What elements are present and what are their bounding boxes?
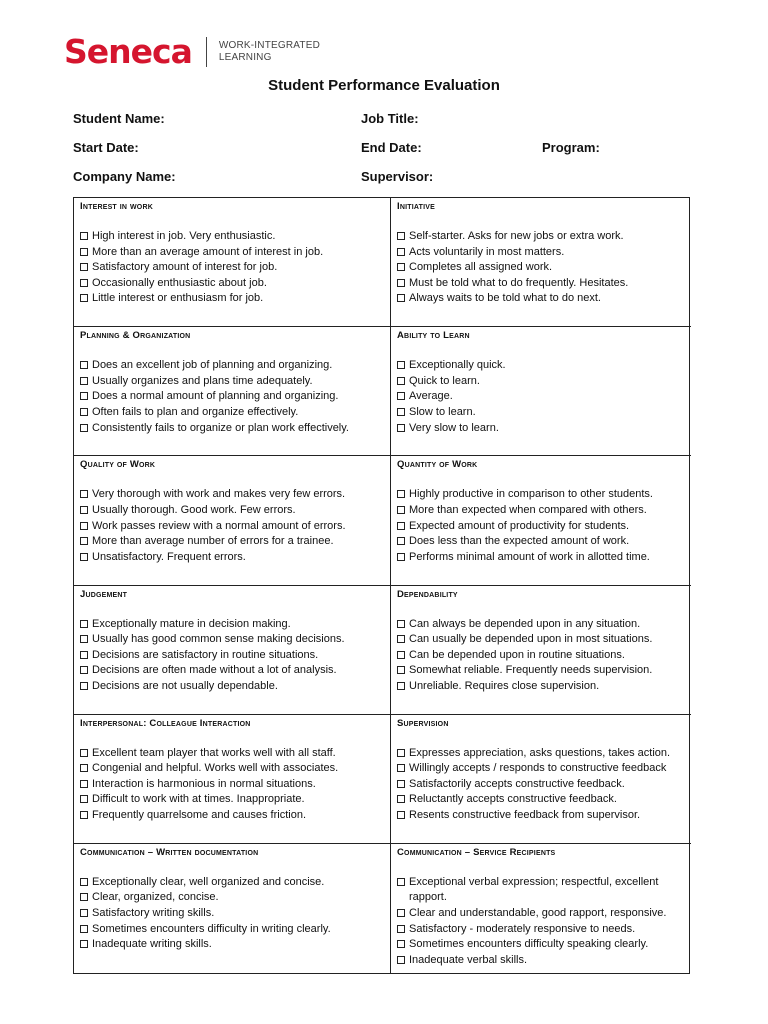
rating-option[interactable] [397,632,685,648]
checkbox-icon[interactable] [80,780,88,788]
checkbox-icon[interactable] [397,682,405,690]
checkbox-icon[interactable] [397,506,405,514]
option-label: Performs minimal amount of work in allotted time. [409,550,650,563]
rating-option[interactable] [80,906,384,922]
rating-option[interactable] [80,617,384,633]
checkbox-icon[interactable] [397,878,405,886]
option-label: Satisfactory - moderately responsive to needs. [409,922,636,935]
option-label: Congenial and helpful. Works well with associates. [92,762,339,775]
checkbox-icon[interactable] [80,635,88,643]
evaluation-section [74,327,391,456]
checkbox-icon[interactable] [80,279,88,287]
rating-option[interactable] [397,358,685,374]
option-label: Expresses appreciation, asks questions, takes action. [409,746,671,759]
checkbox-icon[interactable] [397,537,405,545]
evaluation-section [74,456,391,585]
checkbox-icon[interactable] [80,811,88,819]
option-label: Often fails to plan and organize effectively. [92,405,299,418]
checkbox-icon[interactable] [397,232,405,240]
rating-option[interactable] [397,617,685,633]
section-title: Quantity of Work [397,459,478,471]
checkbox-icon[interactable] [397,909,405,917]
option-label: Usually has good common sense making decisions. [92,633,345,646]
checkbox-icon[interactable] [80,651,88,659]
checkbox-icon[interactable] [397,248,405,256]
rating-option[interactable] [80,746,384,762]
rating-option[interactable] [80,358,384,374]
rating-option[interactable] [80,276,384,292]
rating-option[interactable] [80,922,384,938]
rating-option[interactable] [397,405,685,421]
checkbox-icon[interactable] [80,424,88,432]
rating-option[interactable] [397,276,685,292]
rating-option[interactable] [80,405,384,421]
rating-option[interactable] [397,229,685,245]
option-label: Frequently quarrelsome and causes friction. [92,809,306,822]
option-label: Exceptionally quick. [409,359,506,372]
checkbox-icon[interactable] [397,294,405,302]
checkbox-icon[interactable] [80,232,88,240]
rating-option[interactable] [397,421,685,437]
rating-option[interactable] [397,808,685,824]
checkbox-icon[interactable] [397,956,405,964]
option-label: Always waits to be told what to do next. [409,292,601,305]
evaluation-section [391,586,691,715]
checkbox-icon[interactable] [397,666,405,674]
program-label: Program: [542,140,600,155]
checkbox-icon[interactable] [80,408,88,416]
evaluation-section [74,715,391,844]
section-title: Judgement [80,588,128,600]
checkbox-icon[interactable] [80,682,88,690]
option-label: More than an average amount of interest in job. [92,245,324,258]
rating-option[interactable] [80,679,384,695]
option-label: Somewhat reliable. Frequently needs supervision. [409,664,653,677]
rating-option[interactable] [397,550,685,566]
option-label: Acts voluntarily in most matters. [409,245,565,258]
checkbox-icon[interactable] [397,651,405,659]
checkbox-icon[interactable] [397,553,405,561]
option-label: Completes all assigned work. [409,261,553,274]
option-label: Can usually be depended upon in most situations. [409,633,653,646]
option-label: Little interest or enthusiasm for job. [92,292,264,305]
rating-option[interactable] [80,229,384,245]
checkbox-icon[interactable] [397,764,405,772]
rating-option[interactable] [397,503,685,519]
checkbox-icon[interactable] [80,490,88,498]
evaluation-section [74,198,391,327]
checkbox-icon[interactable] [397,408,405,416]
checkbox-icon[interactable] [397,635,405,643]
option-label: Must be told what to do frequently. Hesitates. [409,276,629,289]
rating-option[interactable] [397,245,685,261]
option-label: More than expected when compared with others. [409,503,647,516]
rating-option[interactable] [397,922,685,938]
evaluation-section [391,327,691,456]
option-label: Clear, organized, concise. [92,891,219,904]
section-title: Supervision [397,717,449,729]
option-label: Difficult to work with at times. Inappropriate. [92,793,305,806]
option-label: Sometimes encounters difficulty speaking clearly. [409,938,649,951]
checkbox-icon[interactable] [397,749,405,757]
rating-option[interactable] [397,534,685,550]
evaluation-section [74,844,391,973]
rating-option[interactable] [80,421,384,437]
checkbox-icon[interactable] [80,294,88,302]
option-label: Decisions are not usually dependable. [92,679,278,692]
evaluation-section [391,198,691,327]
end-date-label: End Date: [361,140,422,155]
rating-option[interactable] [397,648,685,664]
rating-option[interactable] [397,761,685,777]
option-label: Unreliable. Requires close supervision. [409,679,600,692]
checkbox-icon[interactable] [397,490,405,498]
rating-option[interactable] [397,875,685,906]
section-title: Dependability [397,588,458,600]
option-label: Self-starter. Asks for new jobs or extra work. [409,230,624,242]
rating-option[interactable] [80,890,384,906]
rating-option[interactable] [397,906,685,922]
rating-option[interactable] [80,291,384,307]
checkbox-icon[interactable] [80,878,88,886]
checkbox-icon[interactable] [80,522,88,530]
rating-option[interactable] [80,487,384,503]
rating-option[interactable] [80,374,384,390]
section-title: Communication – Written documentation [80,846,259,858]
checkbox-icon[interactable] [80,263,88,271]
rating-option[interactable] [80,389,384,405]
rating-option[interactable] [80,792,384,808]
section-title: Interpersonal: Colleague Interaction [80,717,251,729]
option-label: Inadequate writing skills. [92,938,212,951]
option-label: Occasionally enthusiastic about job. [92,276,267,289]
option-label: Does an excellent job of planning and organizing. [92,359,333,372]
option-label: Unsatisfactory. Frequent errors. [92,550,246,563]
option-label: Excellent team player that works well with all staff. [92,746,336,759]
option-label: Can be depended upon in routine situations. [409,648,625,661]
rating-option[interactable] [397,291,685,307]
job-title-label: Job Title: [361,111,419,126]
option-label: Very slow to learn. [409,421,499,434]
logo-wordmark: Seneca [64,32,192,71]
rating-option[interactable] [397,519,685,535]
section-title: Communication – Service Recipients [397,846,556,858]
company-name-label: Company Name: [73,169,176,184]
option-label: Sometimes encounters difficulty in writing clearly. [92,922,331,935]
option-label: Does less than the expected amount of work. [409,535,630,548]
evaluation-section [391,715,691,844]
option-label: High interest in job. Very enthusiastic. [92,230,276,242]
option-label: Willingly accepts / responds to constructive feedback [409,762,667,775]
rating-option[interactable] [397,792,685,808]
option-label: Decisions are often made without a lot of analysis. [92,664,337,677]
option-label: Interaction is harmonious in normal situations. [92,777,316,790]
student-name-label: Student Name: [73,111,165,126]
option-label: Satisfactory amount of interest for job. [92,261,278,274]
rating-option[interactable] [397,953,685,969]
option-label: Exceptionally mature in decision making. [92,617,291,630]
evaluation-grid [73,197,690,974]
checkbox-icon[interactable] [397,620,405,628]
option-label: Clear and understandable, good rapport, responsive. [409,907,667,920]
section-title: Initiative [397,201,435,212]
section-title: Planning & Organization [80,330,191,342]
checkbox-icon[interactable] [80,620,88,628]
rating-option[interactable] [80,519,384,535]
rating-option[interactable] [80,663,384,679]
checkbox-icon[interactable] [397,361,405,369]
rating-option[interactable] [80,632,384,648]
option-label: Resents constructive feedback from supervisor. [409,809,641,822]
option-label: Consistently fails to organize or plan work effectively. [92,421,349,434]
supervisor-label: Supervisor: [361,169,434,184]
option-label: Highly productive in comparison to other students. [409,488,653,501]
option-label: Usually organizes and plans time adequately. [92,374,313,387]
evaluation-section [391,844,691,973]
option-label: Work passes review with a normal amount of errors. [92,519,346,532]
start-date-label: Start Date: [73,140,139,155]
checkbox-icon[interactable] [80,909,88,917]
checkbox-icon[interactable] [80,940,88,948]
option-label: Expected amount of productivity for students. [409,519,630,532]
checkbox-icon[interactable] [80,666,88,674]
logo-tagline-line-1: WORK-INTEGRATED [218,40,321,51]
rating-option[interactable] [397,679,685,695]
evaluation-section [74,586,391,715]
rating-option[interactable] [80,937,384,953]
rating-option[interactable] [80,875,384,891]
checkbox-icon[interactable] [80,764,88,772]
rating-option[interactable] [80,550,384,566]
checkbox-icon[interactable] [397,279,405,287]
checkbox-icon[interactable] [397,940,405,948]
rating-option[interactable] [397,374,685,390]
checkbox-icon[interactable] [397,392,405,400]
option-label: Quick to learn. [409,374,480,387]
rating-option[interactable] [80,260,384,276]
rating-option[interactable] [80,777,384,793]
rating-option[interactable] [80,808,384,824]
checkbox-icon[interactable] [397,811,405,819]
option-label: Can always be depended upon in any situation. [409,617,641,630]
checkbox-icon[interactable] [80,377,88,385]
section-title: Interest in work [80,201,153,212]
logo-tagline [219,40,320,64]
checkbox-icon[interactable] [80,553,88,561]
checkbox-icon[interactable] [80,749,88,757]
checkbox-icon[interactable] [80,392,88,400]
checkbox-icon[interactable] [80,795,88,803]
logo-divider [206,37,207,67]
option-label: Inadequate verbal skills. [409,953,528,966]
option-label: Exceptional verbal expression; respectful, excellent rapport. [409,875,659,904]
checkbox-icon[interactable] [80,506,88,514]
rating-option[interactable] [397,937,685,953]
checkbox-icon[interactable] [397,795,405,803]
option-label: Usually thorough. Good work. Few errors. [92,503,296,516]
rating-option[interactable] [397,389,685,405]
rating-option[interactable] [397,746,685,762]
checkbox-icon[interactable] [80,248,88,256]
checkbox-icon[interactable] [80,925,88,933]
checkbox-icon[interactable] [397,377,405,385]
option-label: Slow to learn. [409,405,476,418]
option-label: Decisions are satisfactory in routine situations. [92,648,319,661]
option-label: Satisfactorily accepts constructive feedback. [409,777,625,790]
rating-option[interactable] [80,761,384,777]
rating-option[interactable] [397,663,685,679]
rating-option[interactable] [80,534,384,550]
checkbox-icon[interactable] [397,522,405,530]
page-title: Student Performance Evaluation [268,77,500,94]
checkbox-icon[interactable] [397,263,405,271]
option-label: Exceptionally clear, well organized and concise. [92,875,325,888]
section-title: Ability to Learn [397,330,470,342]
option-label: More than average number of errors for a trainee. [92,535,334,548]
rating-option[interactable] [397,260,685,276]
logo-tagline-line-2: LEARNING [218,52,272,63]
rating-option[interactable] [80,245,384,261]
checkbox-icon[interactable] [397,424,405,432]
checkbox-icon[interactable] [80,361,88,369]
section-title: Quality of Work [80,459,156,471]
checkbox-icon[interactable] [397,925,405,933]
checkbox-icon[interactable] [80,893,88,901]
seneca-logo [64,34,320,70]
rating-option[interactable] [80,648,384,664]
checkbox-icon[interactable] [80,537,88,545]
rating-option[interactable] [80,503,384,519]
rating-option[interactable] [397,487,685,503]
checkbox-icon[interactable] [397,780,405,788]
option-label: Does a normal amount of planning and organizing. [92,390,339,403]
option-label: Very thorough with work and makes very few errors. [92,488,346,501]
option-label: Average. [409,390,453,403]
option-label: Reluctantly accepts constructive feedback. [409,793,617,806]
rating-option[interactable] [397,777,685,793]
option-label: Satisfactory writing skills. [92,907,215,920]
evaluation-section [391,456,691,585]
